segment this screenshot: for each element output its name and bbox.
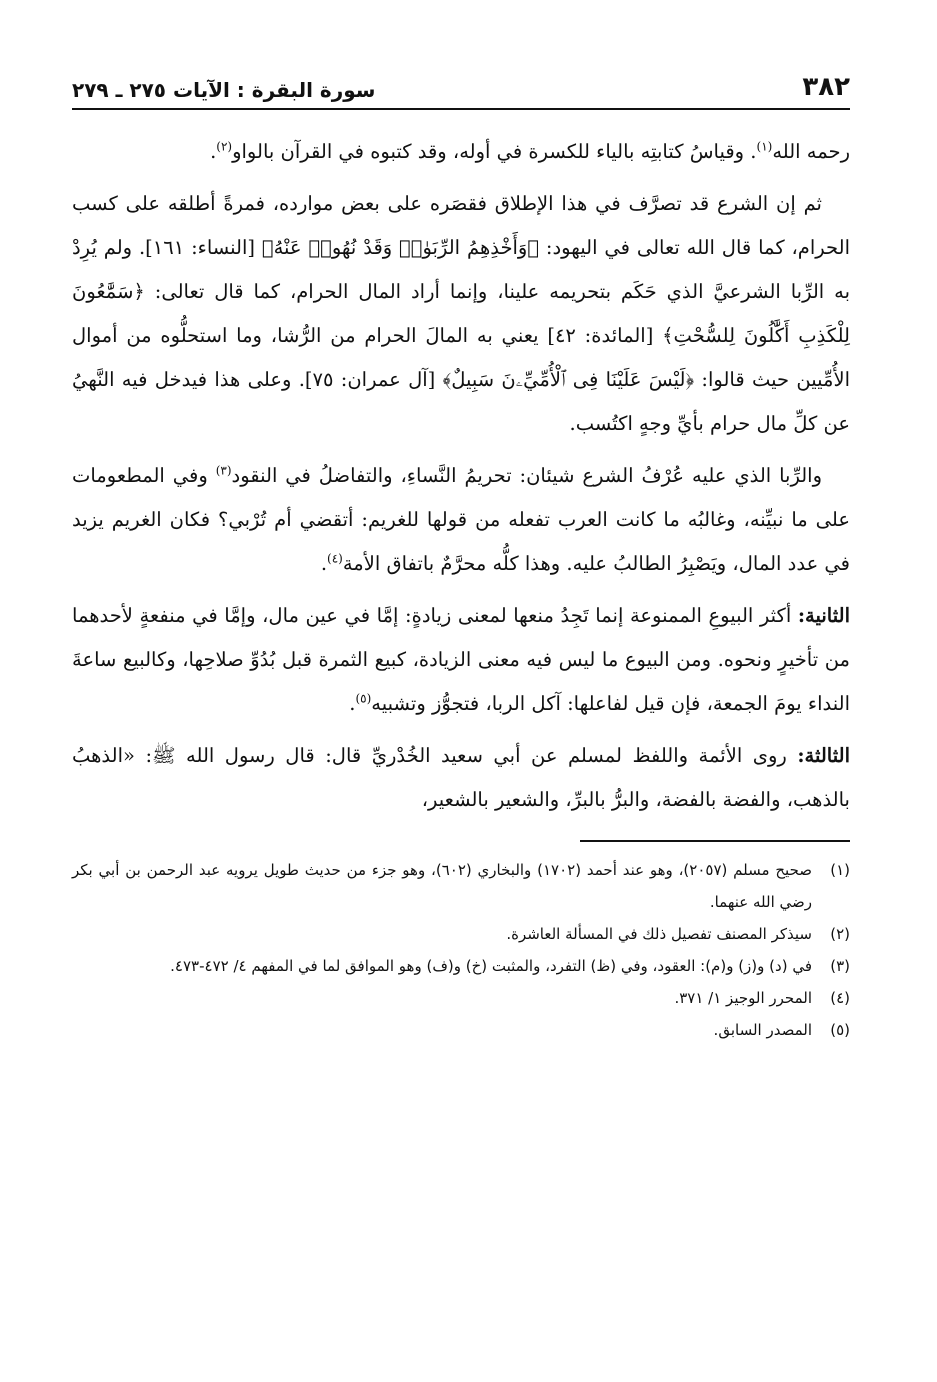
footnote-ref-5[interactable]: (٥): [355, 691, 372, 706]
footnote-text: المصدر السابق.: [713, 1021, 812, 1039]
paragraph-text: أكثر البيوعِ الممنوعة إنما تَجِدُ منعها لمعنى زيادةٍ: إمَّا في عين مال، وإمَّا في منفعةٍ لأحدهما من تأخيرٍ ونحوه. ومن البيوع ما ليس فيه معنى الزيادة، كبيع الثمرة قبل بُدُوِّ صلاحِها، وكالبيع ساعةَ النداء يومَ الجمعة، فإن قيل لفاعلها: آكل الربا، فتجوُّز وتشبيه: [72, 604, 850, 715]
paragraph-4: [72, 594, 850, 726]
footnote-mark: (١): [830, 861, 850, 879]
paragraph-3: [72, 454, 850, 586]
footnote-text: في (د) و(ز) و(م): العقود، وفي (ظ) التفرد، والمثبت (خ) و(ف) وهو الموافق لما في المفهم ٤/ ٤٧٢-٤٧٣.: [170, 957, 812, 975]
page-number: ٣٨٢: [802, 72, 850, 102]
footnote-mark: (٢): [830, 925, 850, 943]
footnote-divider: [580, 840, 850, 842]
paragraph-text: رحمه الله: [772, 140, 850, 163]
main-text: [72, 130, 850, 822]
section-lead-second: الثانية:: [797, 604, 850, 627]
footnote-text: سيذكر المصنف تفصيل ذلك في المسألة العاشرة.: [506, 925, 812, 943]
footnote-4: [72, 982, 850, 1014]
running-head: [72, 62, 850, 110]
paragraph-2: [72, 182, 850, 446]
paragraph-text: . وقياسُ كتابتِه بالياء للكسرة في أوله، وقد كتبوه في القرآن بالواو: [232, 140, 757, 163]
paragraph-text: .: [320, 552, 328, 575]
footnote-1: [72, 854, 850, 918]
paragraph-text: .: [210, 140, 217, 163]
paragraph-text: ثم إن الشرع قد تصرَّف في هذا الإطلاق فقصَره على بعض موارده، فمرةً أطلقه على كسب الحرام، كما قال الله تعالى في اليهود: ﴿وَأَخْذِهِمُ الرِّبَوٰا۟ وَقَدْ نُهُوا۟ عَنْهُ﴾ [النساء: ١٦١]. ولم يُرِدْ به الرِّبا الشرعيَّ الذي حَكَم بتحريمه علينا، وإنما أراد المال الحرام، كما قال تعالى: ﴿سَمَّٰعُونَ لِلْكَذِبِ أَكَّٰلُونَ لِلسُّحْتِ﴾ [المائدة: ٤٢] يعني به المالَ الحرام من الرُّشا، وما استحلُّوه من أموال الأُمِّيين حيث قالوا: ﴿لَيْسَ عَلَيْنَا فِى ٱلْأُمِّيِّۦنَ سَبِيلٌ﴾ [آل عمران: ٧٥]. وعلى هذا فيدخل فيه النَّهيُ عن كلِّ مال حرام بأيِّ وجهٍ اكتُسب.: [72, 192, 850, 435]
footnote-2: [72, 918, 850, 950]
footnote-ref-2[interactable]: (٢): [216, 139, 233, 154]
footnote-ref-3[interactable]: (٣): [215, 463, 232, 478]
running-head-title: سورة البقرة : الآيات ٢٧٥ ـ ٢٧٩: [72, 78, 376, 102]
footnote-5: [72, 1014, 850, 1046]
footnote-ref-4[interactable]: (٤): [327, 551, 343, 566]
paragraph-1: [72, 130, 850, 174]
paragraph-text: .: [349, 692, 356, 715]
footnote-text: المحرر الوجيز ١/ ٣٧١.: [674, 989, 812, 1007]
footnote-mark: (٤): [830, 989, 850, 1007]
footnote-mark: (٣): [830, 957, 850, 975]
footnotes: [72, 854, 850, 1046]
section-lead-third: الثالثة:: [797, 744, 850, 767]
paragraph-5: [72, 734, 850, 822]
paragraph-text: روى الأئمة واللفظ لمسلم عن أبي سعيد الخُدْريِّ قال: قال رسول الله ﷺ: «الذهبُ بالذهب، والفضة بالفضة، والبرُّ بالبرِّ، والشعير بالشعير،: [72, 744, 850, 811]
paragraph-text: والرِّبا الذي عليه عُرْفُ الشرع شيئان: تحريمُ النَّساءِ، والتفاضلُ في النقود: [231, 464, 823, 487]
footnote-ref-1[interactable]: (١): [756, 139, 773, 154]
paragraph-text: وفي المطعومات على ما نبيِّنه، وغالبُه ما كانت العرب تفعله من قولها للغريم: أتقضي أم تُرْبي؟ فكان الغريم يزيد في عدد المال، ويَصْبِرُ الطالبُ عليه. وهذا كلُّه محرَّمٌ باتفاق الأمة: [72, 464, 850, 575]
footnote-text: صحيح مسلم (٢٠٥٧)، وهو عند أحمد (١٧٠٢) والبخاري (٦٠٢)، وهو جزء من حديث طويل يرويه عبد الرحمن بن أبي بكر رضي الله عنهما.: [72, 861, 812, 911]
footnote-3: [72, 950, 850, 982]
book-page: [72, 62, 850, 1046]
footnote-mark: (٥): [830, 1021, 850, 1039]
